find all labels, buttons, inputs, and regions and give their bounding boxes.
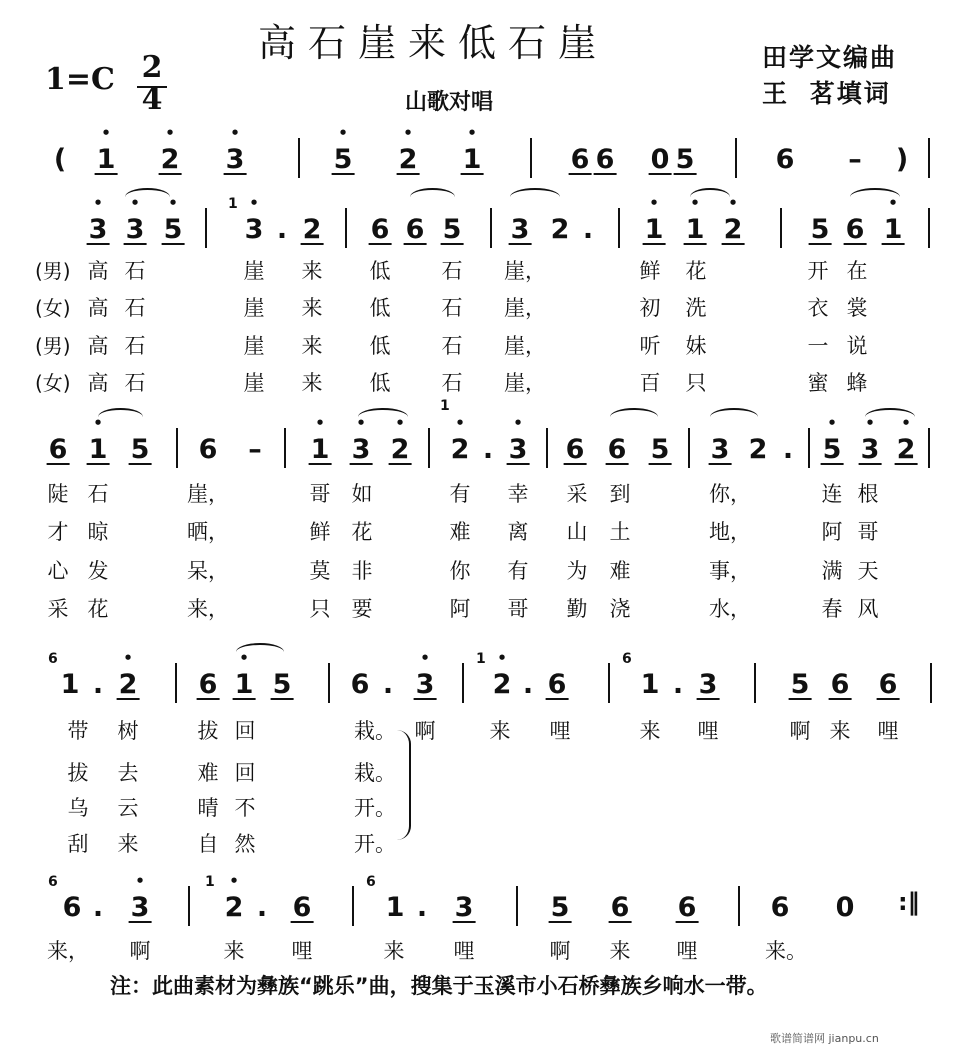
staff-system-2 — [40, 398, 940, 474]
note: 6 — [607, 434, 627, 465]
note: 1 — [385, 892, 405, 923]
note-dot: . — [382, 669, 394, 700]
lyric: 拔 — [67, 761, 89, 785]
lyric: 陡 — [47, 482, 69, 506]
lyric: 啊 — [549, 939, 571, 963]
time-signature-denominator: 4 — [141, 82, 163, 117]
lyric: 为 — [566, 559, 588, 583]
lyric: 只 — [685, 371, 707, 395]
lyric: 栽。 — [354, 719, 396, 743]
note-dot: . — [672, 669, 684, 700]
note: 6 — [610, 892, 630, 923]
lyric: 然 — [234, 832, 256, 856]
lyric: 难 — [609, 559, 631, 583]
note: 6 — [405, 214, 425, 245]
song-subtitle: 山歌对唱 — [405, 90, 494, 115]
lyric: 蜂 — [846, 371, 868, 395]
lyric: 崖， — [504, 259, 546, 283]
verse-brace — [395, 730, 411, 840]
note: • 2 — [391, 434, 410, 465]
note: 5 — [272, 669, 292, 700]
lyric: 百 — [639, 371, 661, 395]
note: 6 — [198, 434, 218, 465]
lyric: 自 — [197, 832, 219, 856]
intro-open-paren: ( — [53, 144, 67, 175]
lyric: 事， — [709, 559, 751, 583]
singer-role: (男) — [35, 334, 71, 358]
slur — [710, 408, 758, 426]
grace-note: 1 — [205, 874, 215, 890]
lyric: 初 — [639, 296, 661, 320]
lyric: 采 — [566, 482, 588, 506]
lyric: 听 — [639, 334, 661, 358]
lyric: 鲜 — [309, 520, 331, 544]
note-dot: . — [482, 434, 494, 465]
lyric: 来 — [639, 719, 661, 743]
note: 1 — [640, 669, 660, 700]
barline — [205, 208, 207, 248]
lyric: 如 — [351, 482, 373, 506]
lyric: 花 — [87, 597, 109, 621]
lyric: 哩 — [453, 939, 475, 963]
lyric: 来 — [829, 719, 851, 743]
lyric: 只 — [309, 597, 331, 621]
note: 5 — [650, 434, 670, 465]
lyric: 崖 — [243, 259, 265, 283]
lyric: 晒， — [187, 520, 229, 544]
lyric: 低 — [369, 371, 391, 395]
slur — [610, 408, 658, 426]
barline — [284, 428, 286, 468]
lyric: 来 — [223, 939, 245, 963]
note: • 5 — [823, 434, 842, 465]
note: • 3 — [245, 214, 264, 245]
watermark: 歌谱简谱网 jianpu.cn — [770, 1032, 879, 1045]
lyric: 阿 — [449, 597, 471, 621]
lyricist-credit: 王 茗填词 — [762, 79, 891, 108]
lyric: 要 — [351, 597, 373, 621]
grace-note: 6 — [366, 874, 376, 890]
lyric: 来。 — [765, 939, 807, 963]
barline — [490, 208, 492, 248]
lyric: 崖 — [243, 296, 265, 320]
note: • 1 — [311, 434, 330, 465]
barline — [530, 138, 532, 178]
staff-system-1 — [40, 196, 940, 254]
lyric: 哩 — [697, 719, 719, 743]
barline — [428, 428, 430, 468]
note: • 1 — [463, 144, 482, 175]
lyric: 石 — [124, 296, 146, 320]
note: 5 — [442, 214, 462, 245]
barline — [188, 886, 190, 926]
note: 2 — [302, 214, 322, 245]
lyric: 开 — [807, 259, 829, 283]
lyric: 来 — [609, 939, 631, 963]
barline — [608, 663, 610, 703]
barline — [618, 208, 620, 248]
note: 6 — [770, 892, 790, 923]
note: 6 — [198, 669, 218, 700]
note: 5 — [790, 669, 810, 700]
lyric: 低 — [369, 259, 391, 283]
note: • 2 — [119, 669, 138, 700]
lyric: 花 — [351, 520, 373, 544]
note-dash: – — [248, 434, 262, 465]
barline — [738, 886, 740, 926]
lyric: 晾 — [87, 520, 109, 544]
intro-close-paren: ) — [895, 144, 909, 175]
note: • 3 — [126, 214, 145, 245]
time-signature-numerator: 2 — [141, 50, 163, 85]
lyric: 崖 — [243, 334, 265, 358]
lyric: 哩 — [676, 939, 698, 963]
lyric: 妹 — [685, 334, 707, 358]
barline — [462, 663, 464, 703]
lyric: 高 — [87, 371, 109, 395]
lyric: 难 — [449, 520, 471, 544]
note: 6 — [830, 669, 850, 700]
lyric: 来 — [301, 259, 323, 283]
key-signature: 1=C — [45, 62, 115, 97]
song-title: 高石崖来低石崖 — [258, 21, 609, 65]
lyric: 来， — [47, 939, 89, 963]
lyric: 高 — [87, 259, 109, 283]
note: • 1 — [97, 144, 116, 175]
lyric: 一 — [807, 334, 829, 358]
barline — [928, 428, 930, 468]
lyric: 乌 — [67, 796, 89, 820]
lyric: 啊 — [129, 939, 151, 963]
barline — [928, 208, 930, 248]
note: 6 — [775, 144, 795, 175]
lyric: 洗 — [685, 296, 707, 320]
note: 2 — [748, 434, 768, 465]
lyric: 你， — [709, 482, 751, 506]
lyric: 裳 — [846, 296, 868, 320]
lyric: 离 — [507, 520, 529, 544]
note: 6 — [878, 669, 898, 700]
lyric: 去 — [117, 761, 139, 785]
lyric: 鲜 — [639, 259, 661, 283]
note-dot: . — [92, 892, 104, 923]
grace-note: 6 — [622, 651, 632, 667]
note-dot: . — [256, 892, 268, 923]
note: • 1 — [235, 669, 254, 700]
note: • 3 — [131, 892, 150, 923]
lyric: 啊 — [414, 719, 436, 743]
barline — [928, 138, 930, 178]
lyric: 根 — [857, 482, 879, 506]
lyric: 云 — [117, 796, 139, 820]
singer-role: (男) — [35, 259, 71, 283]
note: • 3 — [226, 144, 245, 175]
lyric: 地， — [709, 520, 751, 544]
note: 5 — [810, 214, 830, 245]
lyric: 栽。 — [354, 761, 396, 785]
lyric: 哩 — [549, 719, 571, 743]
note-dot: . — [522, 669, 534, 700]
note-dot: . — [782, 434, 794, 465]
lyric: 晴 — [197, 796, 219, 820]
note: 3 — [698, 669, 718, 700]
intro-staff — [40, 140, 940, 184]
note: • 2 — [161, 144, 180, 175]
lyric: 非 — [351, 559, 373, 583]
barline — [352, 886, 354, 926]
lyric: 石 — [124, 371, 146, 395]
lyric: 来 — [383, 939, 405, 963]
lyric: 带 — [67, 719, 89, 743]
note: 6 — [370, 214, 390, 245]
note: 0 — [835, 892, 855, 923]
note-dot: . — [582, 214, 594, 245]
note: • 2 — [897, 434, 916, 465]
lyric: 树 — [117, 719, 139, 743]
grace-note: 1 — [476, 651, 486, 667]
lyric: 到 — [609, 482, 631, 506]
lyric: 石 — [124, 334, 146, 358]
lyric: 勤 — [566, 597, 588, 621]
lyric: 来， — [187, 597, 229, 621]
lyric: 哥 — [507, 597, 529, 621]
note: 3 — [710, 434, 730, 465]
note: • 5 — [164, 214, 183, 245]
slur — [98, 408, 143, 426]
note: 6 — [292, 892, 312, 923]
barline — [516, 886, 518, 926]
lyric: 满 — [821, 559, 843, 583]
note: 1 — [60, 669, 80, 700]
grace-note: 6 — [48, 651, 58, 667]
lyric: 啊 — [789, 719, 811, 743]
lyric: 高 — [87, 296, 109, 320]
note: • 5 — [334, 144, 353, 175]
lyric: 哩 — [291, 939, 313, 963]
note-dot: . — [416, 892, 428, 923]
staff-system-4 — [40, 874, 940, 932]
note: • 3 — [352, 434, 371, 465]
lyric: 水， — [709, 597, 751, 621]
note: • 3 — [861, 434, 880, 465]
barline — [688, 428, 690, 468]
note: • 1 — [884, 214, 903, 245]
lyric: 来 — [301, 296, 323, 320]
barline — [780, 208, 782, 248]
lyric: 春 — [821, 597, 843, 621]
lyric: 幸 — [507, 482, 529, 506]
composer-credit: 田学文编曲 — [762, 43, 898, 72]
barline — [175, 663, 177, 703]
lyric: 低 — [369, 334, 391, 358]
note: 0 — [650, 144, 670, 175]
footnote: 注：此曲素材为彝族“跳乐”曲，搜集于玉溪市小石桥彝族乡响水一带。 — [110, 974, 768, 998]
lyric: 高 — [87, 334, 109, 358]
slur — [410, 188, 455, 206]
lyric: 不 — [234, 796, 256, 820]
lyric: 有 — [507, 559, 529, 583]
lyric: 低 — [369, 296, 391, 320]
lyric: 心 — [47, 559, 69, 583]
note: 6 — [62, 892, 82, 923]
lyric: 石 — [124, 259, 146, 283]
note: 3 — [454, 892, 474, 923]
barline — [298, 138, 300, 178]
note: 5 — [550, 892, 570, 923]
note: • 3 — [509, 434, 528, 465]
slur — [510, 188, 560, 206]
lyric: 说 — [846, 334, 868, 358]
barline — [808, 428, 810, 468]
note: 2 — [550, 214, 570, 245]
lyric: 天 — [857, 559, 879, 583]
lyric: 来 — [117, 832, 139, 856]
lyric: 开。 — [354, 796, 396, 820]
lyric: 有 — [449, 482, 471, 506]
lyric: 石 — [441, 371, 463, 395]
lyric: 莫 — [309, 559, 331, 583]
note-dot: . — [92, 669, 104, 700]
lyric: 风 — [857, 597, 879, 621]
lyric: 呆， — [187, 559, 229, 583]
lyric: 石 — [441, 259, 463, 283]
note: 6 — [565, 434, 585, 465]
singer-role: (女) — [35, 371, 71, 395]
note: • 3 — [416, 669, 435, 700]
staff-system-3 — [40, 651, 940, 709]
grace-note: 1 — [228, 196, 238, 212]
barline — [735, 138, 737, 178]
note: • 1 — [89, 434, 108, 465]
lyric: 石 — [87, 482, 109, 506]
lyric: 土 — [609, 520, 631, 544]
lyric: 石 — [441, 296, 463, 320]
barline — [754, 663, 756, 703]
lyric: 哥 — [857, 520, 879, 544]
lyric: 来 — [301, 334, 323, 358]
note: • 1 — [645, 214, 664, 245]
note: • 2 — [724, 214, 743, 245]
lyric: 哩 — [877, 719, 899, 743]
note: 5 — [675, 144, 695, 175]
barline — [328, 663, 330, 703]
note-dot: . — [276, 214, 288, 245]
note: • 2 — [399, 144, 418, 175]
note: 5 — [130, 434, 150, 465]
lyric: 石 — [441, 334, 463, 358]
barline — [930, 663, 932, 703]
lyric: 来 — [489, 719, 511, 743]
lyric: 花 — [685, 259, 707, 283]
note: 6 — [48, 434, 68, 465]
lyric: 你 — [449, 559, 471, 583]
end-repeat-sign: :‖ — [898, 888, 920, 916]
note: 6 — [595, 144, 615, 175]
note: 6 — [677, 892, 697, 923]
lyric: 连 — [821, 482, 843, 506]
grace-note: 6 — [48, 874, 58, 890]
lyric: 难 — [197, 761, 219, 785]
lyric: 回 — [234, 761, 256, 785]
barline — [345, 208, 347, 248]
lyric: 崖， — [504, 371, 546, 395]
note-dash: – — [848, 144, 862, 175]
lyric: 拔 — [197, 719, 219, 743]
lyric: 来 — [301, 371, 323, 395]
lyric: 开。 — [354, 832, 396, 856]
lyric: 崖， — [187, 482, 229, 506]
barline — [176, 428, 178, 468]
note: • 2 — [493, 669, 512, 700]
lyric: 哥 — [309, 482, 331, 506]
lyric: 回 — [234, 719, 256, 743]
lyric: 崖 — [243, 371, 265, 395]
lyric: 崖， — [504, 296, 546, 320]
lyric: 采 — [47, 597, 69, 621]
note: • 3 — [89, 214, 108, 245]
note: 3 — [510, 214, 530, 245]
lyric: 山 — [566, 520, 588, 544]
lyric: 阿 — [821, 520, 843, 544]
lyric: 浇 — [609, 597, 631, 621]
grace-note: 1 — [440, 398, 450, 414]
note: 6 — [350, 669, 370, 700]
note: • 1 — [686, 214, 705, 245]
lyric: 蜜 — [807, 371, 829, 395]
lyric: 在 — [846, 259, 868, 283]
note: • 2 — [451, 434, 470, 465]
lyric: 崖， — [504, 334, 546, 358]
lyric: 才 — [47, 520, 69, 544]
note: 6 — [845, 214, 865, 245]
note: • 2 — [225, 892, 244, 923]
barline — [546, 428, 548, 468]
lyric: 发 — [87, 559, 109, 583]
singer-role: (女) — [35, 296, 71, 320]
note: 6 — [547, 669, 567, 700]
lyric: 衣 — [807, 296, 829, 320]
lyric: 刮 — [67, 832, 89, 856]
note: 6 — [570, 144, 590, 175]
